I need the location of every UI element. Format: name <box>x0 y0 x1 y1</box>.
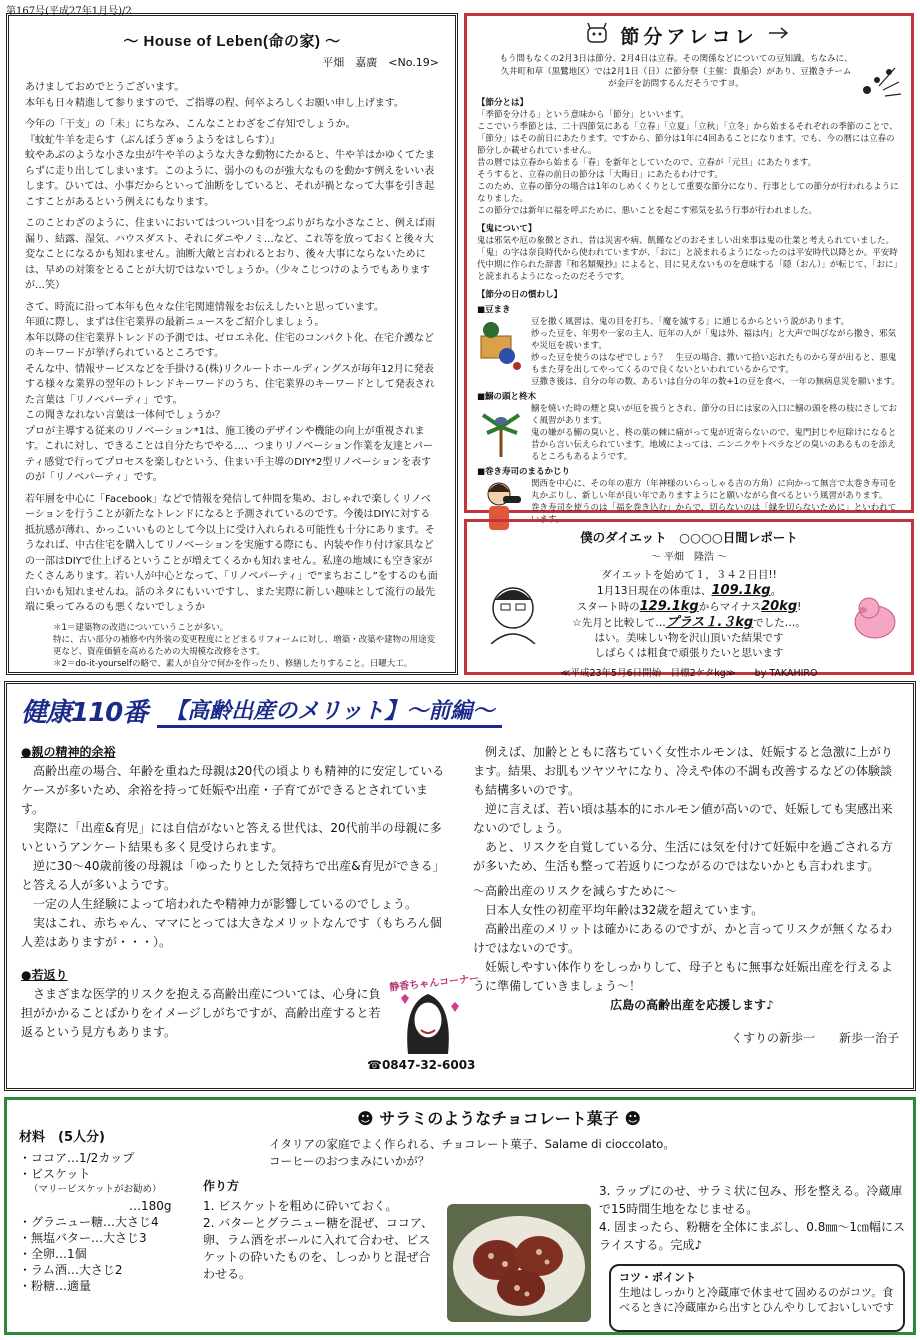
recipe-intro-line-2: コーヒーのおつまみにいかが？ <box>269 1154 430 1168</box>
health-signature: くすりの新歩一 新歩一治子 <box>730 1031 899 1045</box>
start-weight-value: 129.1kg <box>639 599 699 614</box>
leben-paragraph-diy: 若年層を中心に「Facebook」などで情報を発信して仲間を集め、おしゃれで楽しくリノベーションを行うことが新たなトレンドになると予測されているのです。今後はDIYに対する抵抗感が薄れ、かっこいいものとして今以上に受け入れられる可能性も十分にあります。そうなれば、中古住宅を購入してリノベーションを実施する際にも、内装や作り付け家具などの一部はDIYで仕上げるということが増えてくるかも知れません。私達の地域にも空き家がたくさんあります。若い人が中心となって、「リノベパーティ」で“まちおこし”をするのも面白いかも知れませんね。話のネタにもいいですし、また実際に新しい趣味として流行の最先端に乗ってみるのも悪くないでしょうか <box>25 493 438 613</box>
pig-illustration <box>847 588 903 644</box>
health-paragraph: 実はこれ、赤ちゃん、ママにとっては大きなメリットなんです（もちろん個人差はありますが・・・）。 <box>21 916 442 949</box>
custom-text: 鰯を焼いた時の煙と臭いが厄を祓うとされ、節分の日には家の入口に鰯の頭を柊の枝にさしておく風習があります。 鬼の嫌がる鰯の臭いと、柊の葉の棘に痛がって鬼が近寄らないので、鬼門封じや厄除けになると昔から言い伝えられています。地域によっては、ニンニクやトベラなどの臭いのあるものを添えるところもあるようです。 <box>531 403 898 462</box>
health-heading: ●若返り <box>21 968 68 982</box>
setsubun-section-oni <box>477 223 901 283</box>
recipe-step: 3. ラップにのせ、サラミ状に包み、形を整える。冷蔵庫で15時間生地をなじませる。 <box>599 1184 903 1216</box>
ingredient-item: ・粉糖…適量 <box>19 1279 92 1293</box>
health-110-column <box>4 681 916 1091</box>
diet-comment-1: はい。美味しい物を沢山頂いた結果です <box>594 632 784 644</box>
pharmacist-portrait-illustration <box>393 984 463 1064</box>
health-paragraph: 妊娠しやすい体作りをしっかりして、母子ともに無事な妊娠出産を行えるように準備していきましょう～！ <box>473 960 893 993</box>
custom-text: 豆を撒く風習は、鬼の目を打ち、「魔を滅する」に通じるからという説があります。 炒った豆を、年男や一家の主人、厄年の人が「鬼は外、福は内」と大声で叫びながら撒き、邪気や災厄を祓います。 炒った豆を使うのはなぜでしょう？ 生豆の場合、撒いて拾い忘れたものから芽が出ると、悪鬼もまた芽を出してやってくるので良くないといわれているからです。 豆撒き後は、自分の年の数、あるいは自分の年の数+1の豆を食べ、一年の無病息災を願います。 <box>531 316 900 387</box>
leben-paragraph-proverb: 今年の「干支」の「未」にちなみ、こんなことわざをご存知でしょうか。 『蚊虻牛羊を走らす（ぶんぼうぎゅうようをはしらす）』 蚊やあぶのような小さな虫が牛や羊のような大きな動物にたかると、牛や羊はかゆくてたまらずに走り出してしまいます。このように、弱小のものが強大なものを動かす例えをいい表します。ひいては、小事だからといって油断をしていると、それが禍となって大事を引き起こすことがあるという例えにもなります。 <box>25 119 435 208</box>
section-text: 鬼は邪気や厄の象徴とされ、昔は災害や病、飢饉などのおそましい出来事は鬼の仕業と考えられていました。 「鬼」の字は奈良時代から使われていますが、「おに」と読まれるようになったのは平安時代以降とか。平安時代中期に作られた辞書『和名類聚抄』によると、目に見えないものを意味する「隠（おん）」が転じて、「おに」と読まれるようになったのだそうです。 <box>477 235 898 282</box>
custom-heading-iwashi: ■鰯の頭と柊木 <box>477 391 537 402</box>
health-left-column <box>21 743 447 1048</box>
monthly-change-value: プラス１.３kg <box>665 615 754 630</box>
salami-chocolate-photo <box>447 1204 591 1322</box>
recipe-step: 1. ビスケットを粗めに砕いておく。 <box>203 1199 398 1213</box>
leben-paragraph-trend: さて、時流に沿って本年も色々な住宅関連情報をお伝えしたいと思っています。 年頭に際し、まずは住宅業界の最新ニュースをご紹介しましょう。 本年以降の住宅業界トレンドの予測では、ゼロエネ化、住宅のコンパクト化、在宅介護などのキーワードが挙げられているところです。 そんな中、情報サービスなどを手掛ける(株)リクルートホールディングスが毎年12月に発表する様々な業界の翌年のトレンドキーワードのうち、住宅業界のキーワードとして発表された言葉は「リノベパーティ」です。 この聞きなれない言葉は一体何でしょうか？ プロが主導する従来のリノベーション*1は、施工後のデザインや機能の向上が重視されます。これに対し、できることは自分たちでやる…、つまりリノベーション作業を友達とパーティ感覚で行ってプロセスを楽しむという、住まい手主導のDIY*2型リノベーションを表すのが「リノベパーティ」です。 <box>25 301 435 483</box>
label-text: からマイナス <box>698 601 762 613</box>
recipe-intro <box>269 1136 675 1170</box>
custom-heading-mamemaki: ■豆まき <box>477 304 511 315</box>
ingredient-item: ・ココア…1/2カップ <box>19 1151 135 1165</box>
health-logo: 健康110番 <box>21 698 148 728</box>
recipe-step: 2. バターとグラニュー糖を混ぜ、ココア、卵、ラム酒をボールに入れて合わせ、ビスケットの砕いたものを、しっかりと混ぜ合わせる。 <box>203 1216 433 1281</box>
ingredient-item: ・全卵…1個 <box>19 1247 87 1261</box>
health-theme: 【高齢出産のメリット】～前編～ <box>157 694 502 728</box>
ingredient-amount: …180g <box>129 1199 172 1213</box>
health-banner <box>21 692 899 729</box>
health-paragraph: 逆に30～40歳前後の母親は「ゆったりとした気持ちで出産&育児ができる」と答える人が多いようです。 <box>21 859 445 892</box>
section-heading: 【鬼について】 <box>477 223 537 234</box>
health-paragraph: 高齢出産のメリットは確かにあるのですが、かと言ってリスクが無くなるわけではないのです。 <box>473 922 893 955</box>
diet-report-column <box>464 519 914 679</box>
leben-paragraph-house: このことわざのように、住まいにおいてはついつい目をつぶりがちな小さなこと、例えば雨漏り、結露、湿気、ハウスダスト、それにダニやノミ…など、これ等を放っておくと後々大変なことになるかも知れません。油断大敵と言われるとおり、後々大事にならないためには、早めの対策をとることが大切ではないでしょうか。（少々こじつけのようでもありますが…笑） <box>25 218 435 291</box>
recipe-step: 4. 固まったら、粉糖を全体にまぶし、0.8㎜～1㎝幅にスライスする。完成♪ <box>599 1220 905 1252</box>
health-paragraph: 高齢出産の場合、年齢を重ねた母親は20代の頃よりも精神的に安定しているケースが多いため、余裕を持って妊娠や出産・子育てができるとされています。 <box>21 764 445 816</box>
section-heading: 【節分とは】 <box>477 97 529 108</box>
custom-mamemaki <box>477 316 901 388</box>
ingredients-heading: 材料 (5人分) <box>19 1130 105 1145</box>
hand-pointer-icon <box>767 25 795 41</box>
health-right-column <box>473 743 899 1048</box>
steps-heading: 作り方 <box>203 1179 240 1193</box>
health-paragraph: あと、リスクを自覚している分、生活には気を付けて妊娠中を過ごされる方が多いため、生活も整って若返りにつながるのではないかとも言われます。 <box>473 840 893 873</box>
health-paragraph: 例えば、加齢とともに落ちていく女性ホルモンは、妊娠すると急激に上がります。結果、お肌もツヤツヤになり、冷えや体の不調も改善するなどの体験談も結構多いのです。 <box>473 745 893 797</box>
phone-number: ☎0847-32-6003 <box>367 1058 476 1072</box>
setsubun-section-customs <box>477 289 901 534</box>
label-text: ☆先月と比較して… <box>572 617 666 629</box>
weight-loss-value: 20kg <box>761 599 798 614</box>
health-paragraph: 逆に言えば、若い頃は基本的にホルモン値が高いので、妊娠しても実感出来ないのでしょう。 <box>473 802 893 835</box>
health-paragraph: さまざまな医学的リスクを抱える高齢出産については、心身に負担がかかることばかりをイメージしがちですが、高齢出産すると若返るという見方もあります。 <box>21 987 381 1039</box>
holly-sardine-illustration <box>477 403 525 459</box>
leben-paragraph-greeting: あけましておめでとうございます。 本年も日々精進して参りますので、ご指導の程、何卒よろしくお願い申し上げます。 <box>25 82 404 109</box>
leben-title: ～ House of Leben(命の家) ～ <box>123 33 341 50</box>
ingredient-item: ・無塩バター…大さじ3 <box>19 1231 147 1245</box>
health-heading: ●親の精神的余裕 <box>21 745 116 759</box>
health-paragraph: 実際に「出産&育児」には自信がないと答える世代は、20代前半の母親に多いというアンケート結果も多く見受けられます。 <box>21 821 442 854</box>
leben-footnotes: ＊1＝建築物の改造についていうことが多い。 特に、古い部分の補修や内外装の変更程度にとどまるリフォームに対し、増築・改築や建物の用途変更など、資産価値を高めるための大規模な改修をさす。 ＊2＝do-it-yourselfの略で、素人が自分で何かを作ったり、修繕したりすること。日曜大工。 <box>53 622 436 669</box>
section-heading: 【節分の日の慣わし】 <box>477 289 563 300</box>
diet-author: ～ 平畑 隆浩 ～ <box>650 552 728 563</box>
custom-text: 関西を中心に、その年の恵方（年神様のいらっしゃる吉の方角）に向かって無言で太巻き寿司を丸かぶりし、新しい年が良い年でありますようにと願いながら食べるという風習があります。 巻き寿司を使うのは「福を巻き込む」からで、切らないのは「縁を切らないために」といわれています。 <box>531 478 897 525</box>
label-text: スタート時の <box>576 601 640 613</box>
tips-box <box>609 1264 905 1332</box>
recipe-column <box>4 1097 916 1335</box>
oni-mask-icon <box>585 22 609 44</box>
ingredient-item: ・ビスケット <box>19 1167 91 1181</box>
setsubun-column <box>464 13 914 525</box>
leben-author: 平畑 嘉廣 <No.19> <box>322 56 439 69</box>
recipe-intro-line-1: イタリアの家庭でよく作られる、チョコレート菓子、Salame di cioccolato。 <box>269 1137 675 1151</box>
diet-day-count: ダイエットを始めて１，３４２日目!! <box>601 569 777 581</box>
bean-box-illustration <box>477 316 525 372</box>
custom-iwashi <box>477 403 901 463</box>
beans-scatter-icon <box>859 60 903 104</box>
health-closing: 広島の高齢出産を応援します♪ <box>610 998 774 1012</box>
shizuka-corner-label: 静香ちゃんコーナー <box>388 973 480 994</box>
health-paragraph: 日本人女性の初産平均年齢は32歳を超えています。 <box>485 903 764 917</box>
recipe-title: ☻ サラミのようなチョコレート菓子 ☻ <box>357 1109 642 1128</box>
label-text: 。 <box>770 585 782 597</box>
leben-body <box>25 80 439 616</box>
setsubun-section-meaning <box>477 97 901 217</box>
house-of-leben-column <box>6 13 458 675</box>
author-portrait-illustration <box>481 578 545 644</box>
health-paragraph: 一定の人生経験によって培われたや精神力が影響しているのでしょう。 <box>33 897 418 911</box>
ingredients-list <box>19 1130 209 1294</box>
ingredient-note: （マリービスケットがお勧め） <box>29 1184 162 1195</box>
section-text: 「季節を分ける」という意味から「節分」といいます。 ここでいう季節とは、二十四節気にある「立春」「立夏」「立秋」「立冬」から始まるそれぞれの季節のことで、「節分」はその前日にあたります。ですから、節分は1年に4回あることになります。でも、今の暦には立春の節分しか載せられていません。 昔の暦では立春から始まる「春」を新年としていたので、立春が「元旦」にあたります。 そうすると、立春の前日の節分は「大晦日」にあたるわけです。 このため、立春の節分の場合は1年のしめくくりとして重要な節分になり、行事としての節分が行われるようになりました。 この節分では新年に福を呼ぶために、悪いことを起こす邪気を払う行事が行われました。 <box>477 109 899 216</box>
recipe-steps <box>203 1178 433 1283</box>
diet-comment-2: しばらくは粗食で頑張りたいと思います <box>594 647 784 659</box>
ingredient-item: ・グラニュー糖…大さじ4 <box>19 1215 159 1229</box>
diet-title: 僕のダイエット ○○○○日間レポート <box>580 530 798 545</box>
setsubun-title: 節分アレコレ <box>620 27 758 48</box>
label-text: でした…。 <box>753 617 806 629</box>
issue-number: 第167号(平成27年1月号)/2 <box>6 6 132 17</box>
ingredient-item: ・ラム酒…大さじ2 <box>19 1263 123 1277</box>
custom-heading-makizushi: ■巻き寿司のまるかじり <box>477 466 571 477</box>
setsubun-intro: もう間もなくの2月3日は節分、2月4日は立春。その関係などについての豆知識。ちなみに、久井町和草（黒鷺地区）では2月1日（日）に節分祭（主催：貴船会）があり、豆撒きチームが金戸を訪問するんだそうですヨ。 <box>499 54 853 89</box>
tips-text: 生地はしっかりと冷蔵庫で休ませて固めるのがコツ。食べるときに冷蔵庫から出すとひんやりしておいしいです <box>619 1286 894 1314</box>
current-weight-value: 109.1kg <box>711 583 771 598</box>
label-text: 1月13日現在の体重は、 <box>596 585 712 597</box>
recipe-steps-continued <box>599 1182 909 1254</box>
health-subheading: ～高齢出産のリスクを減らすために～ <box>473 884 677 898</box>
label-text: ! <box>797 601 802 613</box>
diet-footer: ≪平成23年5月6日開始 目標2ケタkg≫ by TAKAHIRO <box>560 668 818 679</box>
tips-heading: コツ・ポイント <box>619 1271 696 1284</box>
